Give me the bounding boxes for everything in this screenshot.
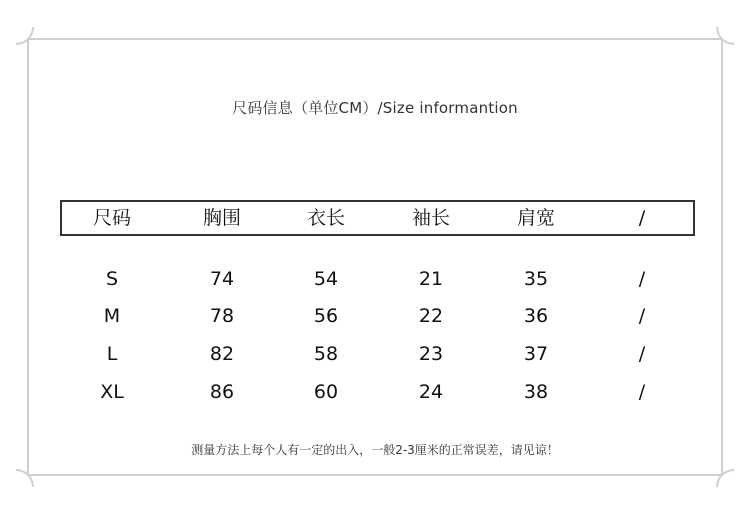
header-length: 衣长 (306, 207, 345, 229)
table-cell-chest: 86 (209, 381, 235, 403)
table-cell-length: 56 (313, 305, 339, 327)
table-cell-slash: / (638, 268, 646, 290)
header-shoulder: 肩宽 (516, 207, 555, 229)
table-cell-chest: 74 (209, 268, 235, 290)
table-cell-length: 54 (313, 268, 339, 290)
table-cell-shoulder: 36 (523, 305, 549, 327)
measurement-note: 测量方法上每个人有一定的出入，一般2-3厘米的正常误差，请见谅！ (191, 443, 559, 457)
table-cell-shoulder: 35 (523, 268, 549, 290)
table-cell-sleeve: 24 (418, 381, 444, 403)
table-cell-size: M (103, 305, 121, 327)
table-cell-length: 58 (313, 343, 339, 365)
table-cell-chest: 78 (209, 305, 235, 327)
table-cell-chest: 82 (209, 343, 235, 365)
table-cell-sleeve: 21 (418, 268, 444, 290)
table-cell-size: S (105, 268, 119, 290)
table-cell-slash: / (638, 343, 646, 365)
table-cell-shoulder: 37 (523, 343, 549, 365)
table-cell-slash: / (638, 305, 646, 327)
table-cell-slash: / (638, 381, 646, 403)
header-slash: / (638, 207, 646, 229)
size-info-title: 尺码信息（单位CM）/Size informantion (232, 99, 518, 117)
table-cell-shoulder: 38 (523, 381, 549, 403)
header-size: 尺码 (92, 207, 131, 229)
table-cell-size: L (106, 343, 118, 365)
table-cell-sleeve: 23 (418, 343, 444, 365)
table-cell-length: 60 (313, 381, 339, 403)
table-cell-sleeve: 22 (418, 305, 444, 327)
header-sleeve: 袖长 (411, 207, 450, 229)
header-chest: 胸围 (202, 207, 241, 229)
table-cell-size: XL (100, 381, 124, 403)
